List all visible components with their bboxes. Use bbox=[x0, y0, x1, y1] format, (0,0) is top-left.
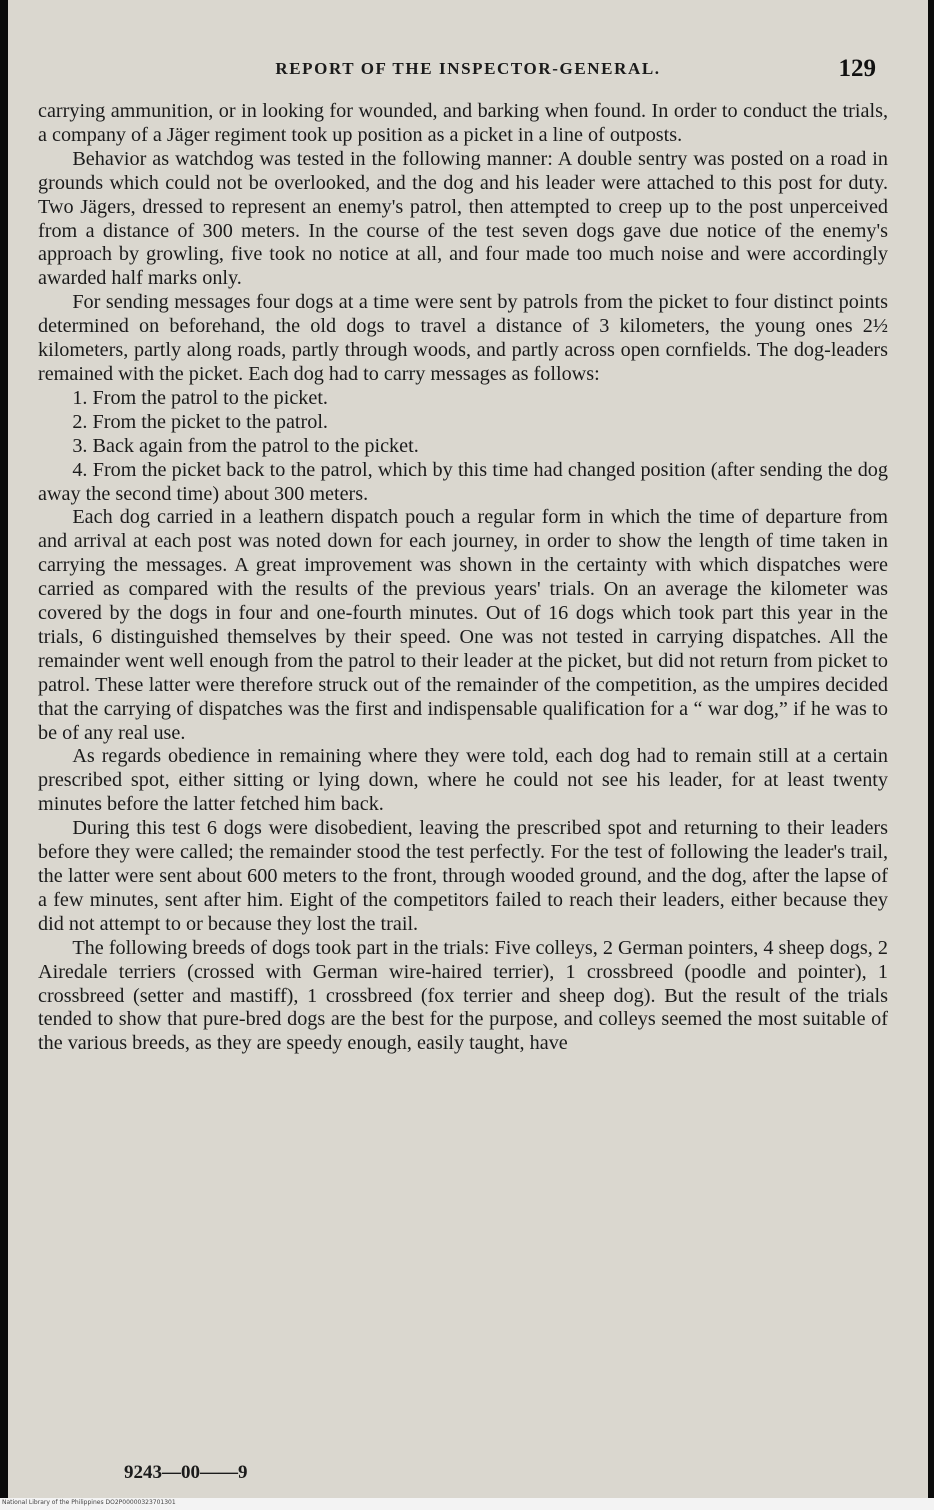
body-text bbox=[38, 100, 888, 1056]
list-item-2: 2. From the picket to the patrol. bbox=[72, 410, 328, 433]
paragraph-2: Behavior as watchdog was tested in the following manner: A double sentry was posted on a road in grounds which could not be overlooked, and the dog and his leader were attached to this post for duty. Two Jägers, dressed to represent an enemy's patrol, then attempted to creep up to the post unperceived from a distance of 300 meters. In the course of the test seven dogs gave due notice of the enemy's approach by growling, five took no notice at all, and four made too much noise and were accordingly awarded half marks only. bbox=[38, 147, 888, 290]
page-header bbox=[8, 55, 928, 85]
scan-footer-text: National Library of the Philippines DO2P00000323701301 bbox=[2, 1499, 176, 1506]
page-number: 129 bbox=[838, 55, 876, 82]
paragraph-3: For sending messages four dogs at a time were sent by patrols from the picket to four distinct points determined on beforehand, the old dogs to travel a distance of 3 kilometers, the young ones 2½ kilometers, partly along roads, partly through woods, and partly across open cornfields. The dog-leaders remained with the picket. Each dog had to carry messages as follows: bbox=[38, 291, 888, 385]
paragraph-5: As regards obedience in remaining where they were told, each dog had to remain still at a certain prescribed spot, either sitting or lying down, where he could not see his leader, for at least twenty minutes before the latter fetched him back. bbox=[38, 745, 888, 816]
paragraph-6: During this test 6 dogs were disobedient, leaving the prescribed spot and returning to their leaders before they were called; the remainder stood the test perfectly. For the test of following the leader's trail, the latter were sent about 600 meters to the front, through wooded ground, and the dog, after the lapse of a few minutes, sent after him. Eight of the competitors failed to reach their leaders, either because they did not attempt to or because they lost the trail. bbox=[38, 817, 888, 935]
paragraph-1: carrying ammunition, or in looking for wounded, and barking when found. In order to conduct the trials, a company of a Jäger regiment took up position as a picket in a line of outposts. bbox=[38, 100, 888, 146]
list-item-3: 3. Back again from the patrol to the picket. bbox=[72, 434, 419, 457]
list-item-1: 1. From the patrol to the picket. bbox=[72, 386, 328, 409]
paragraph-7: The following breeds of dogs took part in the trials: Five colleys, 2 German pointers, 4 sheep dogs, 2 Airedale terriers (crossed with German wire-haired terrier), 1 crossbreed (poodle and pointer), 1 crossbreed (setter and mastiff), 1 crossbreed (fox terrier and sheep dog). But the result of the trials tended to show that pure-bred dogs are the best for the purpose, and colleys seemed the most suitable of the various breeds, as they are speedy enough, easily taught, have bbox=[38, 936, 888, 1055]
scan-footer-strip bbox=[0, 1498, 934, 1510]
document-page bbox=[8, 0, 928, 1498]
printer-signature: 9243—00——9 bbox=[124, 1462, 248, 1483]
running-head: REPORT OF THE INSPECTOR-GENERAL. bbox=[275, 59, 661, 78]
list-item-4: 4. From the picket back to the patrol, which by this time had changed position (after sending the dog away the second time) about 300 meters. bbox=[38, 458, 888, 505]
paragraph-4: Each dog carried in a leathern dispatch pouch a regular form in which the time of departure from and arrival at each post was noted down for each journey, in order to show the length of time taken in carrying the messages. A great improvement was shown in the certainty with which dispatches were carried as compared with the results of the previous years' trials. On an average the kilometer was covered by the dogs in four and one-fourth minutes. Out of 16 dogs which took part this year in the trials, 6 distinguished themselves by their speed. One was not tested in carrying dispatches. All the remainder went well enough from the patrol to their leader at the picket, but did not return from picket to patrol. These latter were therefore struck out of the remainder of the competition, as the umpires decided that the carrying of dispatches was the first and indispensable qualification for a “ war dog,” if he was to be of any real use. bbox=[38, 506, 888, 744]
